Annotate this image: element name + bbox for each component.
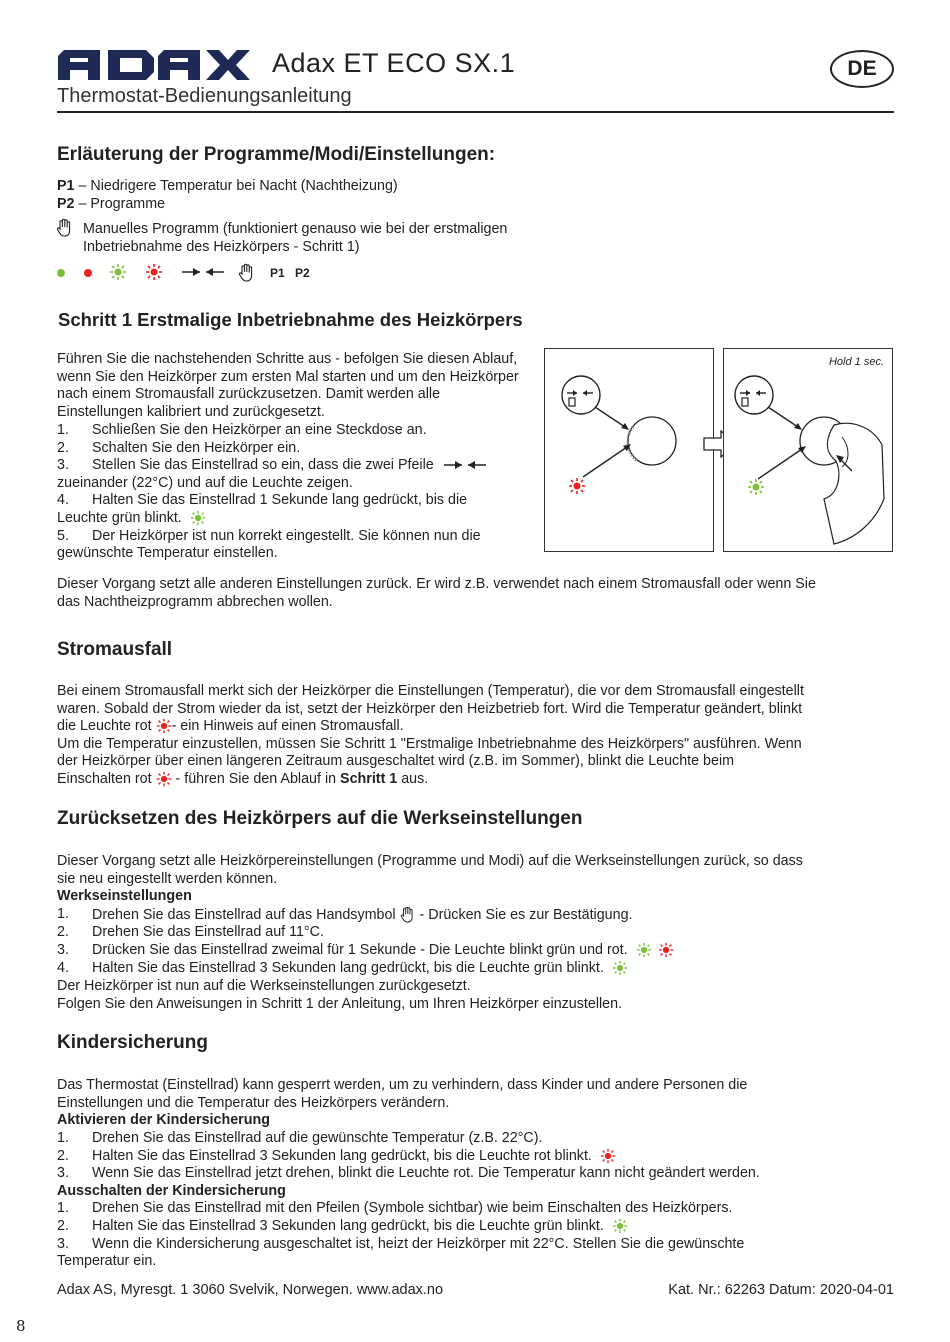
footer-catalog: Kat. Nr.: 62263 Datum: 2020-04-01: [668, 1282, 894, 1298]
hand-icon: [56, 218, 74, 238]
reset-heading: Zurücksetzen des Heizkörpers auf die Werkseinstellungen: [57, 808, 583, 829]
reset-after: Der Heizkörper ist nun auf die Werkseinstellungen zurückgesetzt. Folgen Sie den Anweisungen in Schritt 1 der Anleitung, um Ihren Heizkörper einzustellen.: [57, 978, 623, 1012]
reset-text: Dieser Vorgang setzt alle Heizkörpereinstellungen (Programme und Modi) auf die Werkseinstellungen zurück, so dass sie neu eingestellt werden können. Werkseinstellungen: [57, 853, 897, 906]
list-item: 4. Halten Sie das Einstellrad 3 Sekunden lang gedrückt, bis die Leuchte grün blinkt.: [57, 960, 897, 978]
manual-line-2: Inbetriebnahme des Heizkörpers - Schritt 1): [83, 239, 360, 255]
red-blink-icon: [600, 1148, 616, 1164]
list-item: 1. Schließen Sie den Heizkörper an eine Steckdose an.: [57, 422, 427, 438]
step1-note: Dieser Vorgang setzt alle anderen Einstellungen zurück. Er wird z.B. verwendet nach einem Stromausfall oder wenn Sie das Nachtheizprogramm abbrechen wollen.: [57, 576, 816, 610]
symbol-legend: [57, 263, 357, 283]
manual-line-1: Manuelles Programm (funktioniert genauso wie bei der erstmaligen: [83, 221, 508, 237]
green-led-icon: [57, 269, 65, 277]
child-heading: Kindersicherung: [57, 1032, 208, 1053]
step1-heading: Schritt 1 Erstmalige Inbetriebnahme des Heizkörpers: [58, 309, 523, 330]
list-item: 5. Der Heizkörper ist nun korrekt eingestellt. Sie können nun die: [57, 527, 481, 544]
p1-code: P1: [57, 178, 75, 194]
list-item-continuation: Temperatur ein.: [57, 1253, 157, 1270]
list-item: 2. Halten Sie das Einstellrad 3 Sekunden lang gedrückt, bis die Leuchte grün blinkt.: [57, 1218, 897, 1236]
green-blink-icon: [190, 510, 206, 526]
model-name: Adax ET ECO SX.1: [272, 48, 516, 78]
p1-text: – Niedrigere Temperatur bei Nacht (Nachtheizung): [74, 178, 398, 194]
adax-logo: [58, 50, 250, 80]
list-item: 2. Schalten Sie den Heizkörper ein.: [57, 439, 301, 456]
list-item: 4. Halten Sie das Einstellrad 1 Sekunde lang gedrückt, bis die: [57, 492, 468, 509]
hand-icon: [238, 263, 256, 283]
list-item: 1. Drehen Sie das Einstellrad mit den Pfeilen (Symbole sichtbar) wie beim Einschalten des Heizkörpers.: [57, 1200, 733, 1217]
arrows-icon: [444, 459, 486, 471]
green-blink-icon: [109, 263, 127, 281]
list-item: 3. Stellen Sie das Einstellrad so ein, dass die zwei Pfeile: [57, 457, 527, 475]
list-item-continuation: zueinander (22°C) und auf die Leuchte zeigen.: [57, 474, 353, 491]
list-item: 3. Wenn Sie das Einstellrad jetzt drehen, blinkt die Leuchte rot. Die Temperatur kann nicht geändert werden.: [57, 1165, 760, 1182]
hold-label: Hold 1 sec.: [828, 356, 884, 368]
illustration-panel-after: [723, 348, 893, 552]
red-blink-icon: [658, 942, 674, 958]
step1-intro: Führen Sie die nachstehenden Schritte aus - befolgen Sie diesen Ablauf, wenn Sie den Heizkörper zum ersten Mal starten und um den Heizkörper nach einem Stromausfall zurückzusetzen. Damit werden alle Einstellungen kalibriert und zurückgesetzt.: [57, 351, 519, 420]
red-led-icon: [84, 269, 92, 277]
list-item: 1. Drehen Sie das Einstellrad auf das Handsymbol - Drücken Sie es zur Bestätigung.: [57, 906, 633, 923]
red-blink-icon: [145, 263, 163, 281]
language-badge: DE: [830, 50, 894, 88]
list-item-continuation: gewünschte Temperatur einstellen.: [57, 545, 278, 562]
p2-text: – Programme: [74, 196, 166, 212]
p1-line: [57, 178, 398, 196]
legend-p1: P1: [270, 266, 285, 280]
p2-code: P2: [57, 196, 75, 212]
list-item: 2. Drehen Sie das Einstellrad auf 11°C.: [57, 924, 324, 941]
child-activate-subheading: Aktivieren der Kindersicherung: [57, 1112, 270, 1129]
arrows-icon: [182, 266, 224, 278]
red-blink-icon: [156, 771, 172, 787]
power-text: Bei einem Stromausfall merkt sich der Heizkörper die Einstellungen (Temperatur), die vor dem Stromausfall eingestellt waren. Sobald der Strom wieder da ist, setzt der Heizkörper den Heizbetrieb fort. Wird die Temperatur geändert, blinkt die Leuchte rot - ein Hinweis auf einen Stromausfall. Um die Temperatur einzustellen, müssen Sie Schritt 1 "Erstmalige Inbetriebnahme des Heizkörpers" ausführen. Wenn der Heizkörper über einen längeren Zeitraum ausgeschaltet wird (z.B. im Sommer), blinkt die Leuchte beim Einschalten rot - führen Sie den Ablauf in Schritt 1 aus.: [57, 683, 804, 787]
green-blink-icon: [612, 1218, 628, 1234]
footer-address: Adax AS, Myresgt. 1 3060 Svelvik, Norwegen. www.adax.no: [57, 1282, 444, 1298]
list-item-continuation: Leuchte grün blinkt.: [57, 510, 527, 528]
list-item: 3. Drücken Sie das Einstellrad zweimal für 1 Sekunde - Die Leuchte blinkt grün und rot.: [57, 942, 897, 960]
list-item: 2. Halten Sie das Einstellrad 3 Sekunden lang gedrückt, bis die Leuchte rot blinkt.: [57, 1148, 897, 1166]
header-divider: [57, 111, 894, 113]
page-number: 8: [16, 1317, 26, 1335]
programs-heading: Erläuterung der Programme/Modi/Einstellungen:: [57, 144, 496, 165]
power-heading: Stromausfall: [57, 639, 173, 660]
factory-settings-subheading: Werkseinstellungen: [57, 888, 192, 905]
list-item: 3. Wenn die Kindersicherung ausgeschaltet ist, heizt der Heizkörper mit 22°C. Stellen Sie die gewünschte: [57, 1235, 745, 1252]
document-subtitle: Thermostat-Bedienungsanleitung: [57, 85, 352, 107]
green-blink-icon: [636, 942, 652, 958]
reset-list: [57, 906, 897, 977]
thermostat-press-illustration: [724, 349, 891, 550]
legend-p2: P2: [295, 266, 310, 280]
hand-icon: [400, 906, 416, 924]
green-blink-icon: [612, 960, 628, 976]
list-item: 1. Drehen Sie das Einstellrad auf die gewünschte Temperatur (z.B. 22°C).: [57, 1130, 543, 1146]
red-blink-icon: [156, 718, 172, 734]
child-deactivate-subheading: Ausschalten der Kindersicherung: [57, 1182, 286, 1199]
illustration-panel-before: [544, 348, 714, 552]
step1-list: [57, 422, 527, 563]
child-activate-list: [57, 1130, 897, 1271]
child-text: Das Thermostat (Einstellrad) kann gesperrt werden, um zu verhindern, dass Kinder und andere Personen die Einstellungen und die Temperatur des Heizkörpers verändern. Aktivieren der Kindersicherung: [57, 1077, 897, 1130]
p2-line: [57, 196, 165, 214]
thermostat-illustration: [545, 349, 712, 550]
